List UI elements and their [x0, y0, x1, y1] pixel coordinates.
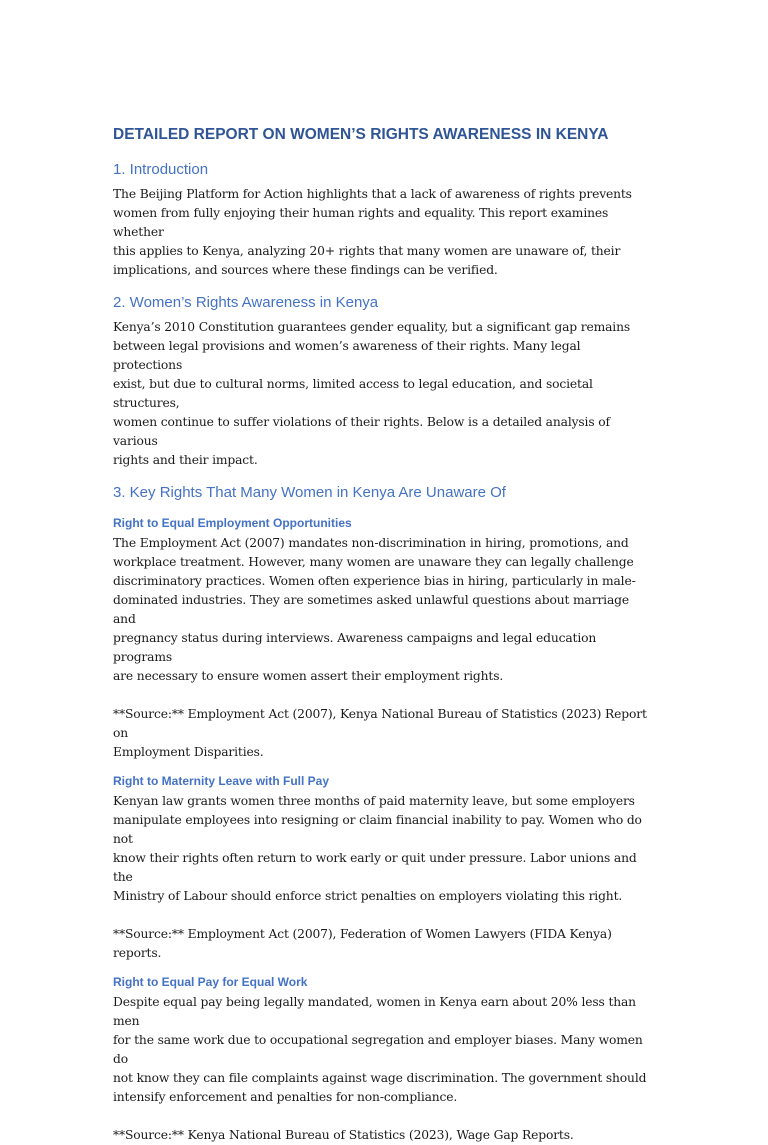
document-title: DETAILED REPORT ON WOMEN’S RIGHTS AWARENESS IN KENYA — [113, 126, 609, 143]
section-paragraph-introduction: The Beijing Platform for Action highlights that a lack of awareness of rights prevents women from fully enjoying their human rights and equality. This report examines whether this applies to Kenya, analyzing 20+ rights that many women are unaware of, their implications, and sources where these findings can be verified. — [113, 187, 632, 277]
right-heading-employment: Right to Equal Employment Opportunities — [113, 516, 352, 530]
section-heading-introduction: 1. Introduction — [113, 161, 209, 178]
section-heading-awareness: 2. Women’s Rights Awareness in Kenya — [113, 294, 379, 311]
right-source-maternity: **Source:** Employment Act (2007), Federation of Women Lawyers (FIDA Kenya) reports. — [113, 927, 612, 960]
document-page — [113, 124, 653, 1145]
right-paragraph-equal-pay: Despite equal pay being legally mandated, women in Kenya earn about 20% less than men for the same work due to occupational segregation and employer biases. Many women do not know they can file complaints against wage discrimination. The government should intensify enforcement and penalties for non-compliance. — [113, 995, 647, 1104]
section-heading-key-rights: 3. Key Rights That Many Women in Kenya Are Unaware Of — [113, 484, 506, 501]
right-heading-maternity: Right to Maternity Leave with Full Pay — [113, 774, 330, 788]
right-heading-equal-pay: Right to Equal Pay for Equal Work — [113, 975, 308, 989]
right-source-equal-pay: **Source:** Kenya National Bureau of Statistics (2023), Wage Gap Reports. — [113, 1128, 574, 1142]
right-paragraph-employment: The Employment Act (2007) mandates non-discrimination in hiring, promotions, and workplace treatment. However, many women are unaware they can legally challenge discriminatory practices. Women often experience bias in hiring, particularly in male- dominated industries. They are sometimes asked unlawful questions about marriage and pregnancy status during interviews. Awareness campaigns and legal education programs are necessary to ensure women assert their employment rights. — [113, 536, 636, 683]
section-paragraph-awareness: Kenya’s 2010 Constitution guarantees gender equality, but a significant gap remains between legal provisions and women’s awareness of their rights. Many legal protections exist, but due to cultural norms, limited access to legal education, and societal structures, women continue to suffer violations of their rights. Below is a detailed analysis of various rights and their impact. — [113, 320, 631, 467]
right-source-employment: **Source:** Employment Act (2007), Kenya National Bureau of Statistics (2023) Report on Employment Disparities. — [113, 707, 647, 759]
right-paragraph-maternity: Kenyan law grants women three months of paid maternity leave, but some employers manipulate employees into resigning or claim financial inability to pay. Women who do not know their rights often return to work early or quit under pressure. Labor unions and the Ministry of Labour should enforce strict penalties on employers violating this right. — [113, 794, 642, 903]
